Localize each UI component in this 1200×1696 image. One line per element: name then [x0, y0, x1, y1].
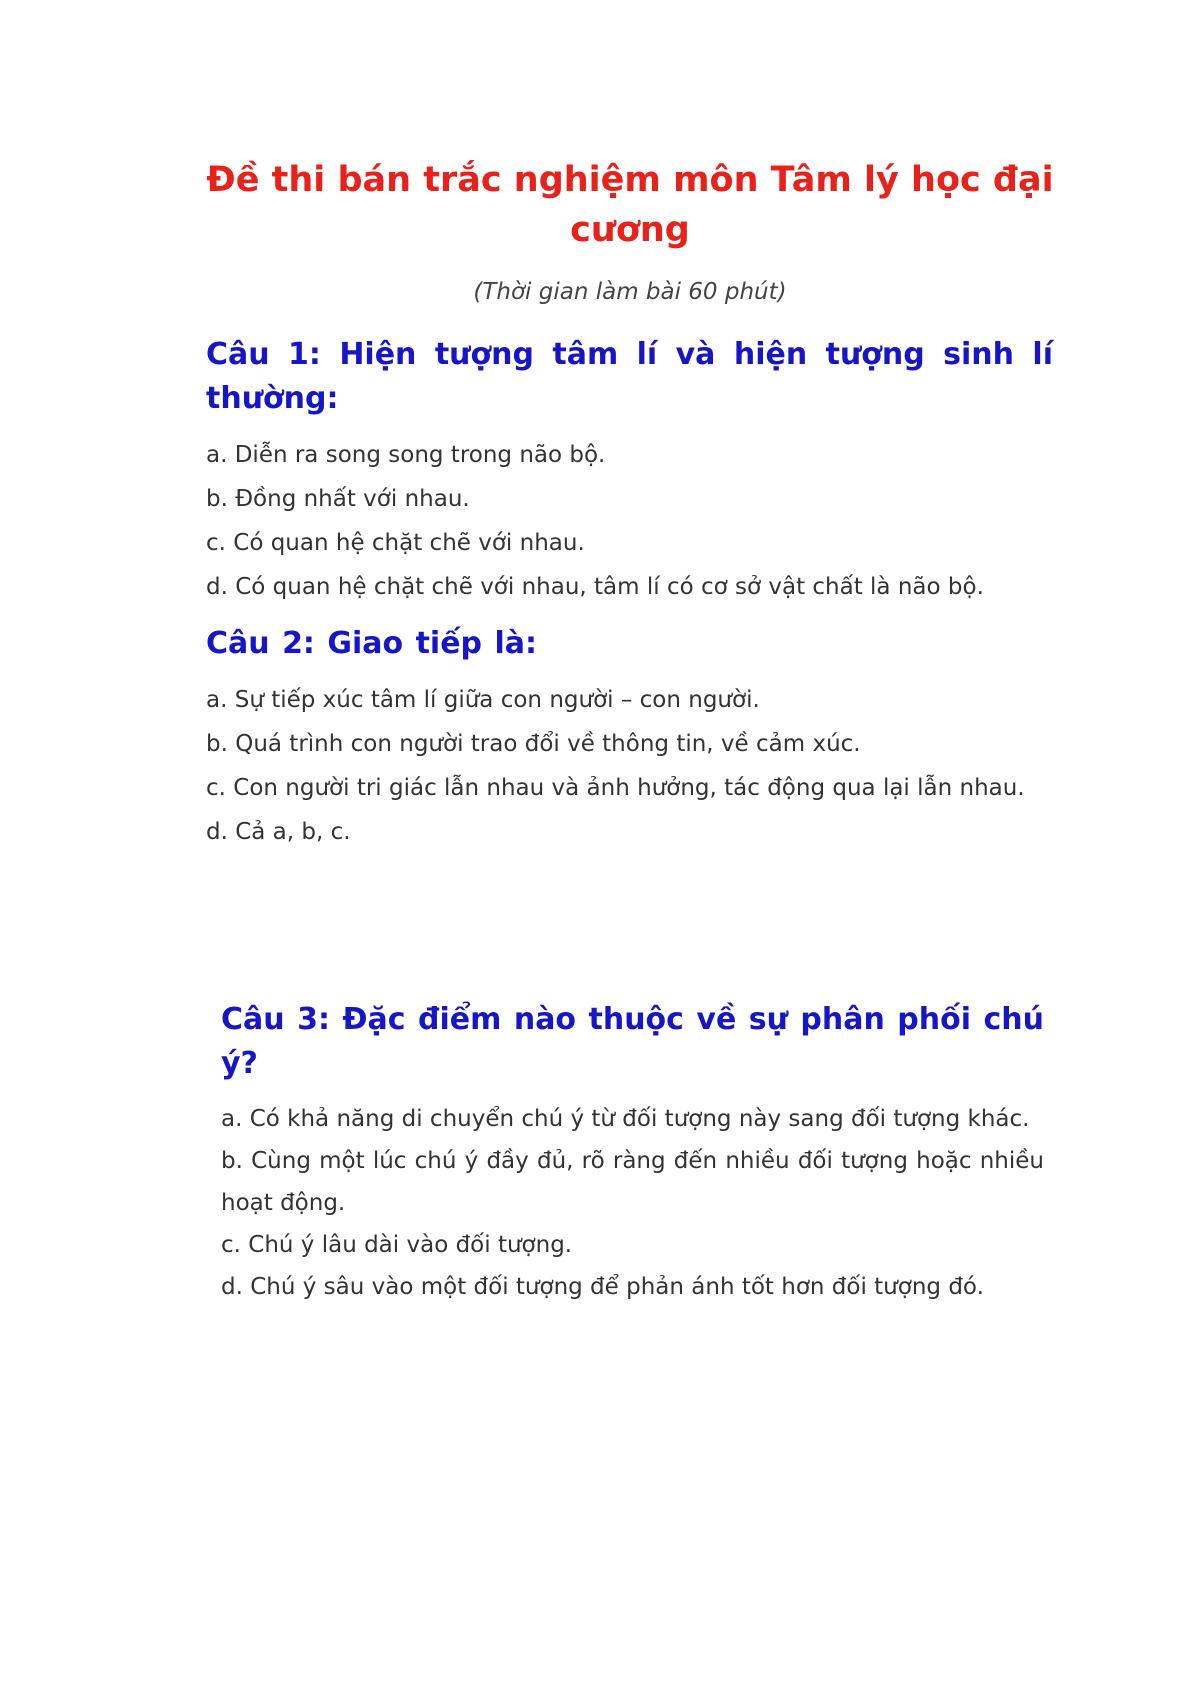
question-heading: Câu 3: Đặc điểm nào thuộc về sự phân phối chú ý?	[221, 1002, 1044, 1081]
answer-list	[221, 1098, 1044, 1308]
answer-option-a: a. Sự tiếp xúc tâm lí giữa con người – con người.	[206, 687, 760, 713]
answer-option-d: d. Có quan hệ chặt chẽ với nhau, tâm lí có cơ sở vật chất là não bộ.	[206, 574, 984, 600]
answer-option-d: d. Cả a, b, c.	[206, 819, 351, 845]
answer-option-d: d. Chú ý sâu vào một đối tượng để phản ánh tốt hơn đối tượng đó.	[221, 1274, 984, 1300]
answer-option-c: c. Con người tri giác lẫn nhau và ảnh hưởng, tác động qua lại lẫn nhau.	[206, 775, 1025, 801]
question-heading: Câu 2: Giao tiếp là:	[206, 626, 537, 661]
answer-option-b: b. Đồng nhất với nhau.	[206, 486, 470, 512]
answer-option-c: c. Có quan hệ chặt chẽ với nhau.	[206, 530, 585, 556]
document-title: Đề thi bán trắc nghiệm môn Tâm lý học đại cương	[206, 160, 1054, 250]
answer-option-b: b. Quá trình con người trao đổi về thông tin, về cảm xúc.	[206, 731, 861, 757]
answer-option-a: a. Có khả năng di chuyển chú ý từ đối tượng này sang đối tượng khác.	[221, 1106, 1030, 1132]
question-3	[221, 998, 1044, 1308]
answer-option-b: b. Cùng một lúc chú ý đầy đủ, rõ ràng đến nhiều đối tượng hoặc nhiều hoạt động.	[221, 1148, 1044, 1216]
answer-option-a: a. Diễn ra song song trong não bộ.	[206, 442, 606, 468]
answer-list	[206, 678, 1053, 854]
answer-list	[206, 433, 1053, 609]
question-1	[206, 333, 1053, 609]
answer-option-c: c. Chú ý lâu dài vào đối tượng.	[221, 1232, 573, 1258]
question-heading: Câu 1: Hiện tượng tâm lí và hiện tượng sinh lí thường:	[206, 337, 1053, 416]
question-2	[206, 622, 1053, 854]
time-limit-note: (Thời gian làm bài 60 phút)	[473, 279, 787, 305]
